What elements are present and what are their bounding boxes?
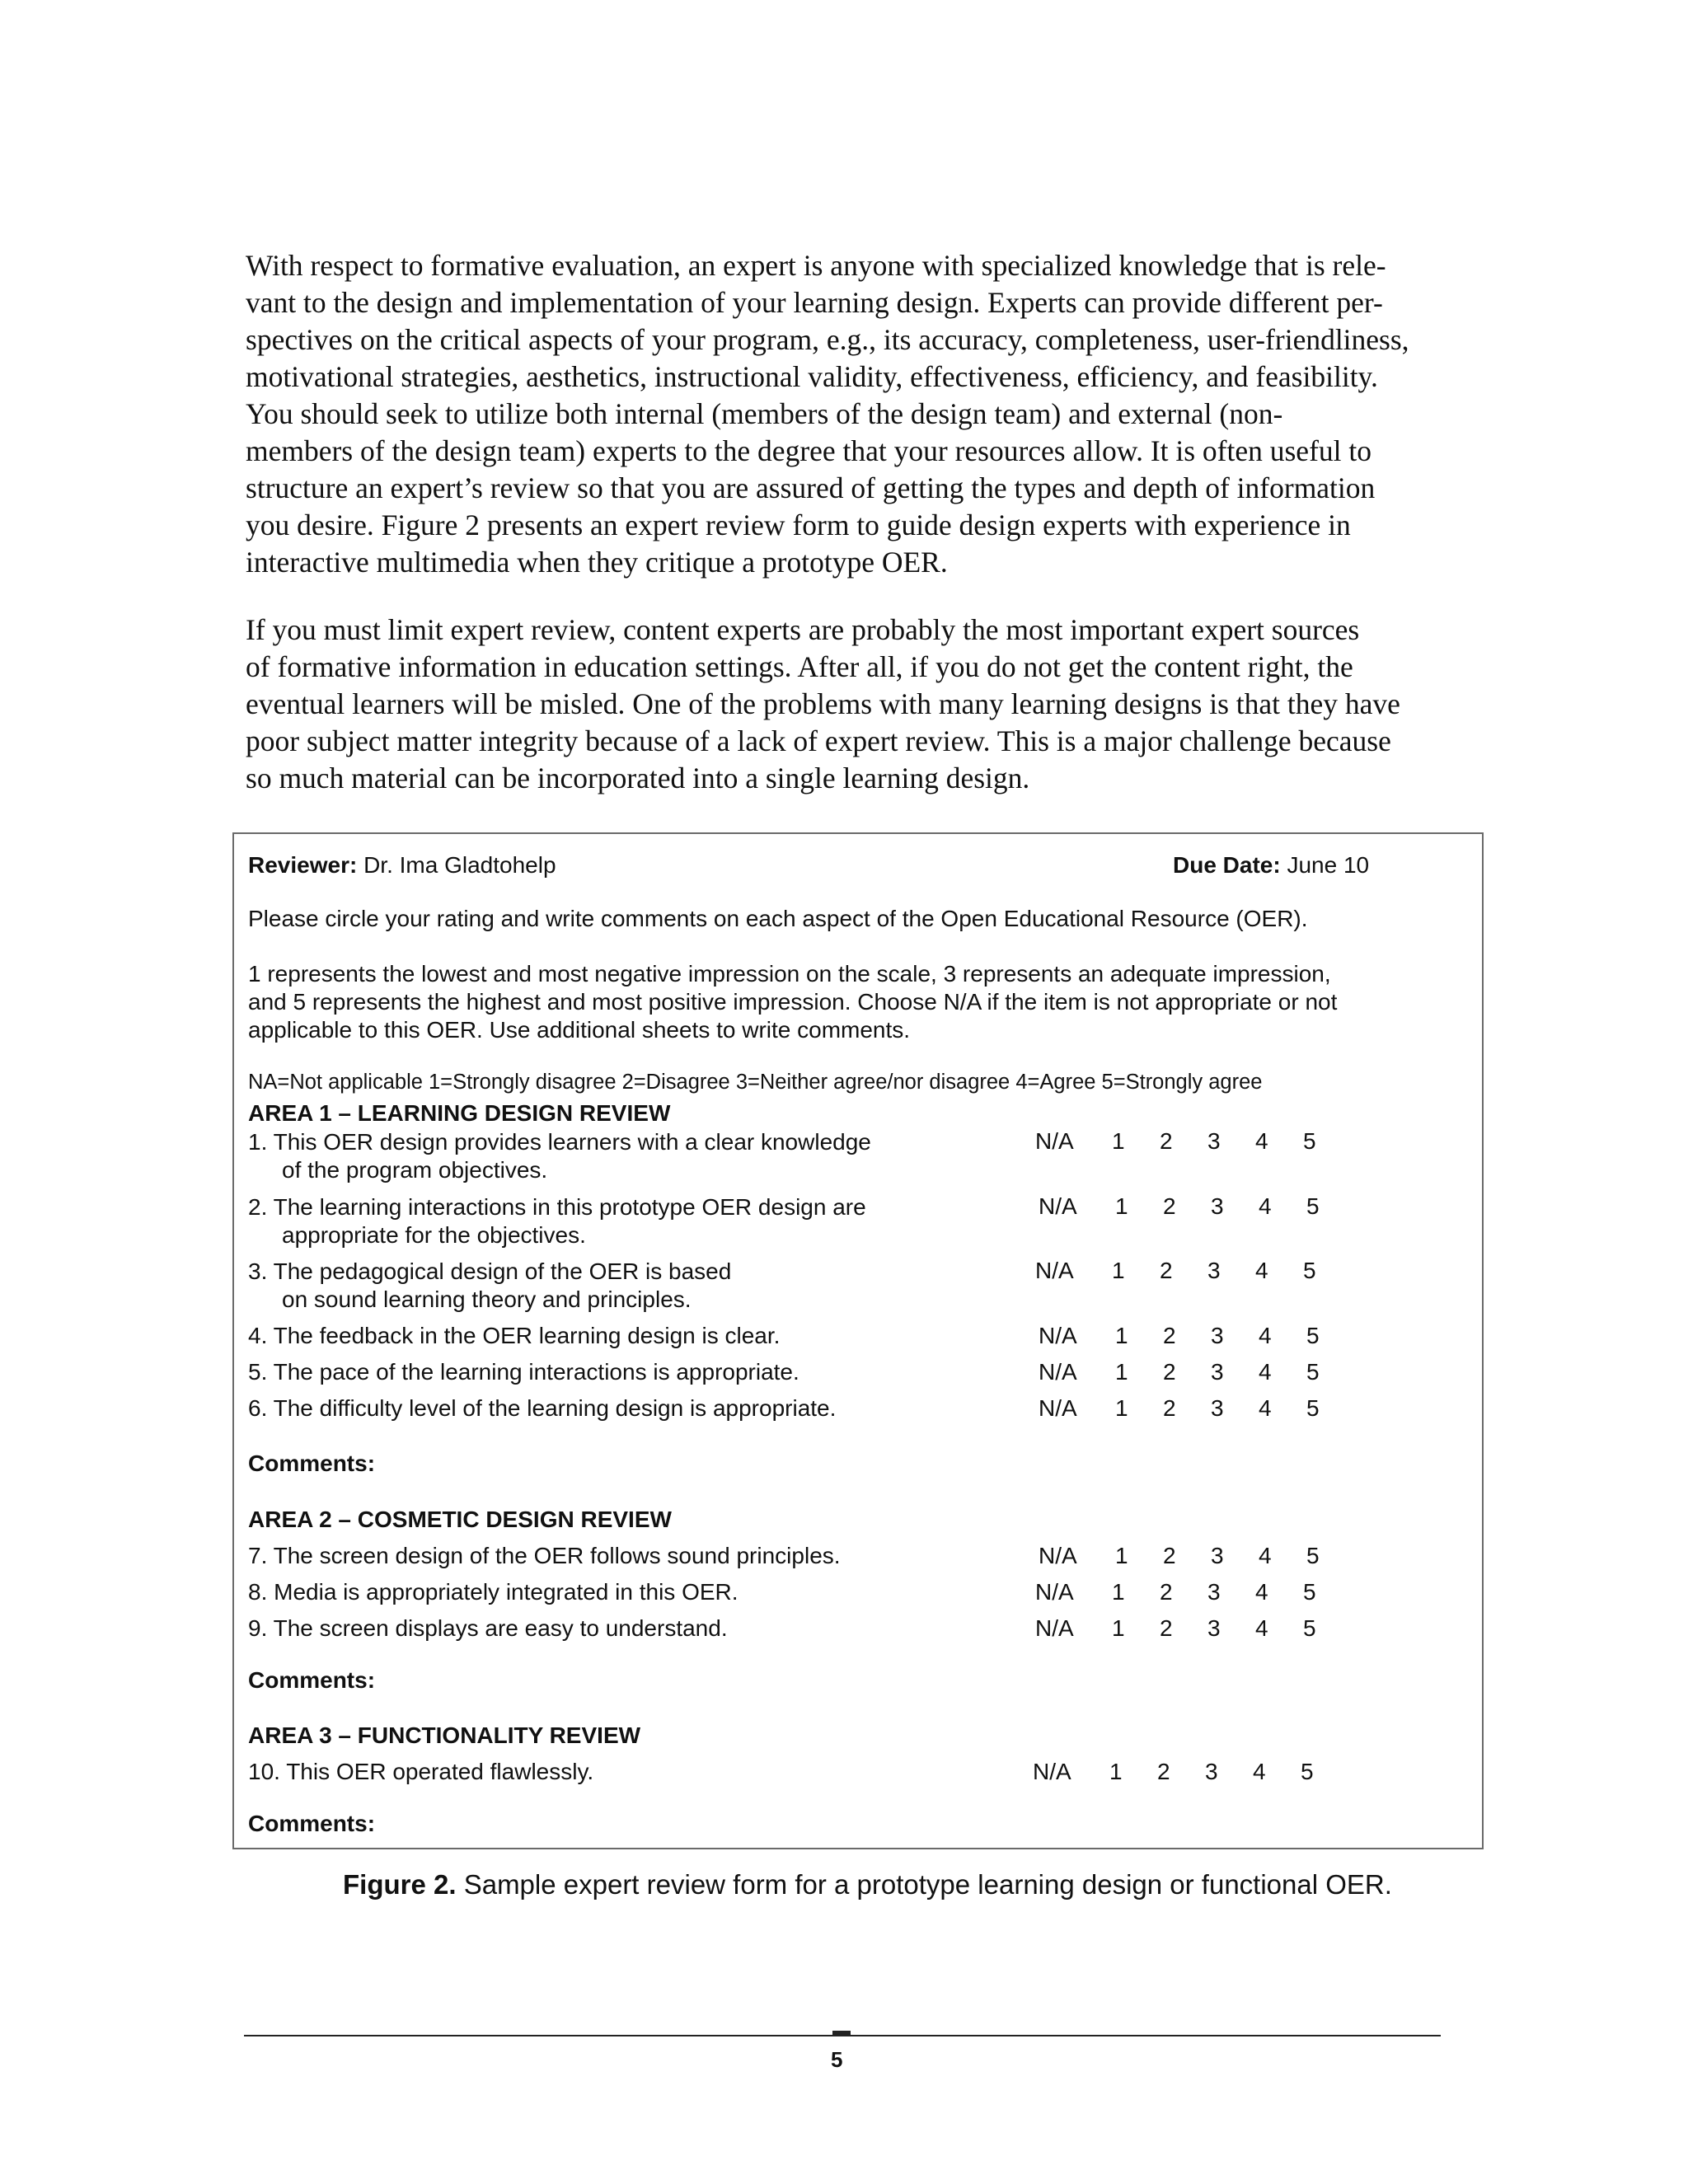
question-text: 3. The pedagogical design of the OER is based	[248, 1258, 732, 1284]
rating-na[interactable]: N/A	[1033, 1759, 1071, 1784]
text-line: motivational strategies, aesthetics, instructional validity, effectiveness, efficiency, and feasibility.	[246, 360, 1378, 393]
rating-2[interactable]: 2	[1163, 1323, 1176, 1348]
question-7: 7. The screen design of the OER follows sound principles.	[248, 1543, 841, 1568]
rating-4[interactable]: 4	[1253, 1759, 1266, 1784]
comments-label-area1: Comments:	[248, 1451, 376, 1476]
question-text-continued: of the program objectives.	[282, 1157, 548, 1183]
paragraph-expert-definition	[246, 247, 1449, 581]
page-number: 5	[831, 2047, 843, 2072]
text-line: spectives on the critical aspects of your program, e.g., its accuracy, completeness, user-friendliness,	[246, 323, 1409, 356]
rating-4[interactable]: 4	[1259, 1193, 1272, 1219]
rating-4[interactable]: 4	[1259, 1323, 1272, 1348]
rating-4[interactable]: 4	[1255, 1579, 1268, 1605]
question-text-continued: on sound learning theory and principles.	[282, 1286, 692, 1312]
area2-title: AREA 2 – COSMETIC DESIGN REVIEW	[248, 1507, 672, 1532]
due-date-label: Due Date:	[1173, 852, 1281, 878]
text-line: you desire. Figure 2 presents an expert review form to guide design experts with experience in	[246, 509, 1351, 541]
question-8: 8. Media is appropriately integrated in this OER.	[248, 1579, 738, 1605]
rating-2[interactable]: 2	[1163, 1395, 1176, 1421]
question-text: 1. This OER design provides learners with a clear knowledge	[248, 1129, 871, 1155]
question-2	[248, 1193, 866, 1249]
rating-5[interactable]: 5	[1306, 1193, 1320, 1219]
area3-title: AREA 3 – FUNCTIONALITY REVIEW	[248, 1722, 641, 1748]
rating-2[interactable]: 2	[1160, 1579, 1173, 1605]
text-line: With respect to formative evaluation, an expert is anyone with specialized knowledge that is rele-	[246, 249, 1386, 282]
rating-3[interactable]: 3	[1205, 1759, 1218, 1784]
rating-3[interactable]: 3	[1207, 1128, 1221, 1154]
rating-1[interactable]: 1	[1115, 1395, 1128, 1421]
rating-1[interactable]: 1	[1115, 1543, 1128, 1568]
rating-4[interactable]: 4	[1259, 1543, 1272, 1568]
rating-5[interactable]: 5	[1306, 1395, 1320, 1421]
question-4: 4. The feedback in the OER learning design is clear.	[248, 1323, 781, 1348]
rating-4[interactable]: 4	[1259, 1395, 1272, 1421]
rating-5[interactable]: 5	[1303, 1615, 1316, 1641]
rating-3[interactable]: 3	[1207, 1579, 1221, 1605]
text-line: and 5 represents the highest and most positive impression. Choose N/A if the item is not appropriate or not	[248, 989, 1338, 1015]
rating-3[interactable]: 3	[1207, 1258, 1221, 1283]
rating-2[interactable]: 2	[1160, 1258, 1173, 1283]
question-5: 5. The pace of the learning interactions is appropriate.	[248, 1359, 799, 1385]
rating-na[interactable]: N/A	[1039, 1395, 1077, 1421]
question-9: 9. The screen displays are easy to understand.	[248, 1615, 728, 1641]
rating-5[interactable]: 5	[1306, 1323, 1320, 1348]
rating-1[interactable]: 1	[1112, 1615, 1125, 1641]
rating-3[interactable]: 3	[1211, 1193, 1224, 1219]
rating-3[interactable]: 3	[1211, 1395, 1224, 1421]
rating-1[interactable]: 1	[1115, 1359, 1128, 1385]
rating-1[interactable]: 1	[1112, 1258, 1125, 1283]
text-line: of formative information in education settings. After all, if you do not get the content right, the	[246, 650, 1353, 683]
reviewer-name: Dr. Ima Gladtohelp	[363, 852, 556, 878]
rating-na[interactable]: N/A	[1039, 1359, 1077, 1385]
rating-2[interactable]: 2	[1160, 1615, 1173, 1641]
rating-na[interactable]: N/A	[1039, 1193, 1077, 1219]
comments-label-area2: Comments:	[248, 1667, 376, 1693]
text-line: You should seek to utilize both internal (members of the design team) and external (non-	[246, 397, 1283, 430]
text-line: 1 represents the lowest and most negative impression on the scale, 3 represents an adequate impression,	[248, 961, 1331, 987]
rating-na[interactable]: N/A	[1039, 1543, 1077, 1568]
footer-divider	[244, 2035, 1441, 2036]
due-date-value: June 10	[1287, 852, 1370, 878]
rating-2[interactable]: 2	[1163, 1193, 1176, 1219]
figure-caption-text: Sample expert review form for a prototype learning design or functional OER.	[463, 1869, 1392, 1900]
question-10: 10. This OER operated flawlessly.	[248, 1759, 594, 1784]
area1-title: AREA 1 – LEARNING DESIGN REVIEW	[248, 1100, 671, 1126]
rating-3[interactable]: 3	[1211, 1543, 1224, 1568]
rating-na[interactable]: N/A	[1035, 1128, 1074, 1154]
rating-na[interactable]: N/A	[1035, 1579, 1074, 1605]
question-text-continued: appropriate for the objectives.	[282, 1222, 586, 1248]
scale-legend: NA=Not applicable 1=Strongly disagree 2=Disagree 3=Neither agree/nor disagree 4=Agree 5=Strongly agree	[248, 1071, 1263, 1094]
rating-5[interactable]: 5	[1303, 1579, 1316, 1605]
text-line: structure an expert’s review so that you are assured of getting the types and depth of information	[246, 471, 1376, 504]
text-line: eventual learners will be misled. One of the problems with many learning designs is that they have	[246, 687, 1400, 720]
rating-4[interactable]: 4	[1255, 1258, 1268, 1283]
paragraph-content-experts	[246, 612, 1449, 797]
reviewer-field	[248, 852, 556, 879]
rating-5[interactable]: 5	[1303, 1128, 1316, 1154]
rating-3[interactable]: 3	[1211, 1359, 1224, 1385]
rating-1[interactable]: 1	[1112, 1128, 1125, 1154]
text-line: members of the design team) experts to the degree that your resources allow. It is often useful to	[246, 434, 1372, 467]
instruction-circle-rating: Please circle your rating and write comments on each aspect of the Open Educational Resource (OER).	[248, 906, 1308, 931]
rating-5[interactable]: 5	[1301, 1759, 1314, 1784]
rating-1[interactable]: 1	[1112, 1579, 1125, 1605]
figure-label: Figure 2.	[343, 1869, 457, 1900]
rating-4[interactable]: 4	[1259, 1359, 1272, 1385]
rating-na[interactable]: N/A	[1039, 1323, 1077, 1348]
footer-tick-mark	[832, 2031, 851, 2035]
figure-caption	[343, 1869, 1392, 1900]
rating-5[interactable]: 5	[1306, 1543, 1320, 1568]
instruction-scale-explanation	[248, 960, 1337, 1044]
question-3	[248, 1258, 731, 1314]
text-line: vant to the design and implementation of your learning design. Experts can provide different per-	[246, 286, 1383, 319]
rating-1[interactable]: 1	[1115, 1193, 1128, 1219]
text-line: interactive multimedia when they critique a prototype OER.	[246, 546, 948, 579]
expert-review-form	[232, 832, 1484, 1849]
text-line: applicable to this OER. Use additional sheets to write comments.	[248, 1017, 911, 1043]
text-line: so much material can be incorporated into a single learning design.	[246, 762, 1030, 794]
question-1	[248, 1128, 871, 1184]
due-date-field	[1173, 852, 1369, 879]
rating-3[interactable]: 3	[1211, 1323, 1224, 1348]
rating-2[interactable]: 2	[1157, 1759, 1170, 1784]
rating-2[interactable]: 2	[1163, 1543, 1176, 1568]
rating-2[interactable]: 2	[1160, 1128, 1173, 1154]
rating-5[interactable]: 5	[1303, 1258, 1316, 1283]
rating-na[interactable]: N/A	[1035, 1615, 1074, 1641]
question-6: 6. The difficulty level of the learning design is appropriate.	[248, 1395, 837, 1421]
comments-label-area3: Comments:	[248, 1811, 376, 1836]
question-text: 2. The learning interactions in this prototype OER design are	[248, 1194, 866, 1220]
rating-na[interactable]: N/A	[1035, 1258, 1074, 1283]
rating-4[interactable]: 4	[1255, 1615, 1268, 1641]
text-line: If you must limit expert review, content experts are probably the most important expert sources	[246, 613, 1360, 646]
rating-5[interactable]: 5	[1306, 1359, 1320, 1385]
rating-2[interactable]: 2	[1163, 1359, 1176, 1385]
rating-1[interactable]: 1	[1109, 1759, 1123, 1784]
reviewer-label: Reviewer:	[248, 852, 358, 878]
rating-1[interactable]: 1	[1115, 1323, 1128, 1348]
rating-3[interactable]: 3	[1207, 1615, 1221, 1641]
rating-4[interactable]: 4	[1255, 1128, 1268, 1154]
text-line: poor subject matter integrity because of a lack of expert review. This is a major challenge because	[246, 724, 1391, 757]
